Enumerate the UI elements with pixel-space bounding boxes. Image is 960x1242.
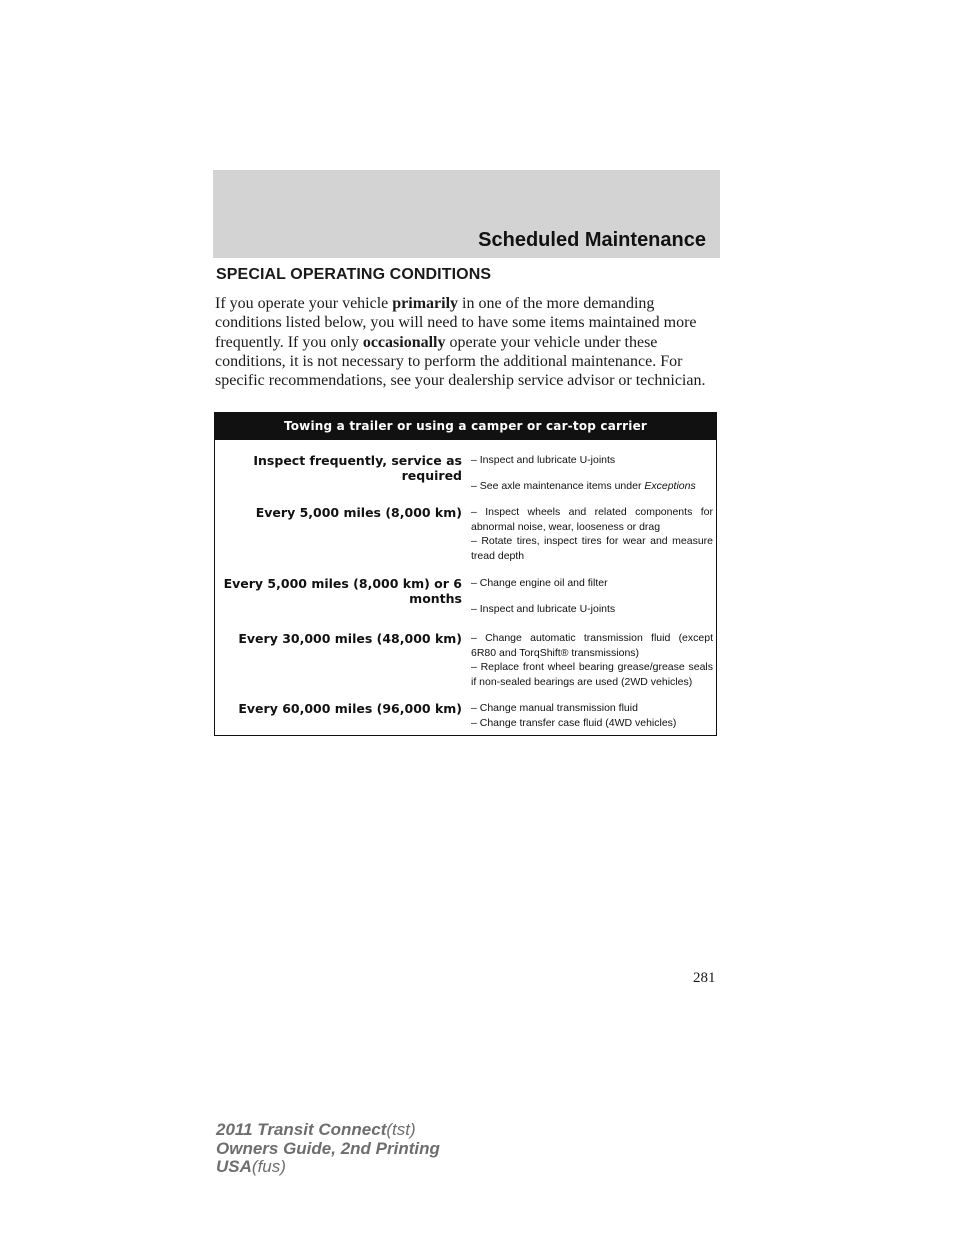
intro-emphasis-occasionally: occasionally (362, 333, 446, 351)
row-item: – Change engine oil and filter (471, 577, 608, 589)
row-item: – Inspect and lubricate U-joints (471, 602, 616, 615)
table-heading: Towing a trailer or using a camper or car-top carrier (215, 413, 716, 440)
intro-emphasis-primarily: primarily (392, 295, 459, 312)
row-items (471, 631, 713, 689)
row-item: – Replace front wheel bearing grease/grease seals if non-sealed bearings are used (2WD vehicles) (471, 661, 713, 688)
row-item: – Change transfer case fluid (4WD vehicles) (471, 716, 677, 729)
document-footer (216, 1121, 440, 1177)
page-title: Scheduled Maintenance (478, 229, 706, 251)
row-items (471, 701, 713, 730)
row-items (471, 453, 713, 493)
header-band (213, 170, 720, 258)
maintenance-table (214, 412, 717, 736)
section-title: SPECIAL OPERATING CONDITIONS (216, 266, 492, 283)
row-interval: Every 5,000 miles (8,000 km) or 6 months (223, 576, 462, 606)
row-item: – See axle maintenance items under Exceptions (471, 479, 696, 492)
intro-paragraph (215, 294, 720, 390)
row-item: – Inspect wheels and related components for abnormal noise, wear, looseness or drag (471, 506, 713, 533)
intro-text-2: in one of the more demanding conditions listed below, you will need to have some items maintained more frequently. If you only (215, 295, 697, 351)
row-interval: Every 30,000 miles (48,000 km) (238, 631, 462, 646)
row-interval: Inspect frequently, service as required (253, 453, 462, 483)
row-interval: Every 5,000 miles (8,000 km) (255, 505, 462, 520)
intro-text-3: operate your vehicle under these conditions, it is not necessary to perform the additional maintenance. For specific recommendations, see your dealership service advisor or technician. (215, 333, 706, 390)
exceptions-reference: Exceptions (644, 479, 696, 492)
footer-line-1: 2011 Transit Connect(tst) (216, 1120, 416, 1139)
footer-line-3: USA(fus) (216, 1157, 286, 1176)
row-interval: Every 60,000 miles (96,000 km) (238, 701, 462, 716)
footer-line-2: Owners Guide, 2nd Printing (216, 1138, 440, 1158)
row-item: – Change automatic transmission fluid (except 6R80 and TorqShift® transmissions) (471, 632, 713, 659)
row-item: – Inspect and lubricate U-joints (471, 454, 616, 466)
row-item: – Change manual transmission fluid (471, 702, 638, 714)
intro-text-1: If you operate your vehicle (215, 295, 393, 312)
row-item: – Rotate tires, inspect tires for wear and measure tread depth (471, 535, 713, 562)
page-number: 281 (693, 970, 716, 986)
row-items (471, 505, 713, 563)
row-items (471, 576, 713, 616)
